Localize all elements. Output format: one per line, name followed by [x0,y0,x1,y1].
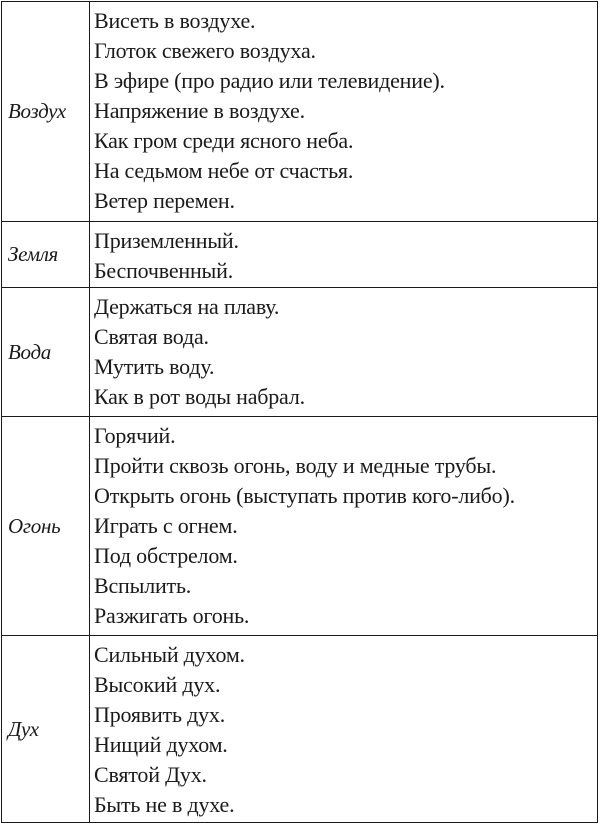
phrase: Беспочвенный. [94,258,234,283]
phrase-list-spirit [90,636,597,822]
phrase: Играть с огнем. [94,513,238,538]
phrase: Сильный духом. [94,642,245,667]
phrase-list-fire [90,417,597,635]
idioms-table [1,1,598,823]
element-label-water: Вода [2,288,90,416]
phrase: Высокий дух. [94,672,221,697]
phrase: Как в рот воды набрал. [94,384,305,409]
phrase: Нищий духом. [94,732,228,757]
phrase: Горячий. [94,423,176,448]
table-row-fire [2,416,597,635]
phrase: Держаться на плаву. [94,294,280,319]
phrase: Проявить дух. [94,702,225,727]
element-label-spirit: Дух [2,636,90,822]
phrase: Открыть огонь (выступать против кого-либо). [94,483,515,508]
table-row-earth [2,221,597,287]
phrase: Как гром среди ясного неба. [94,128,354,153]
phrase: Глоток свежего воздуха. [94,38,316,63]
phrase: Напряжение в воздухе. [94,98,305,123]
table-row-spirit [2,635,597,822]
table-row-water [2,287,597,416]
phrase-list-air [90,2,597,221]
phrase-list-water [90,288,597,416]
phrase: В эфире (про радио или телевидение). [94,68,445,93]
phrase: На седьмом небе от счастья. [94,158,354,183]
element-label-earth: Земля [2,222,90,287]
phrase: Приземленный. [94,228,239,253]
phrase-list-earth [90,222,597,287]
phrase: Быть не в духе. [94,792,235,817]
phrase: Разжигать огонь. [94,603,250,628]
phrase: Вспылить. [94,573,192,598]
phrase: Под обстрелом. [94,543,238,568]
table-row-air [2,2,597,221]
phrase: Мутить воду. [94,354,215,379]
phrase: Святой Дух. [94,762,207,787]
phrase: Ветер перемен. [94,188,235,213]
element-label-fire: Огонь [2,417,90,635]
phrase: Пройти сквозь огонь, воду и медные трубы. [94,453,497,478]
phrase: Святая вода. [94,324,209,349]
element-label-air: Воздух [2,2,90,221]
phrase: Висеть в воздухе. [94,8,256,33]
